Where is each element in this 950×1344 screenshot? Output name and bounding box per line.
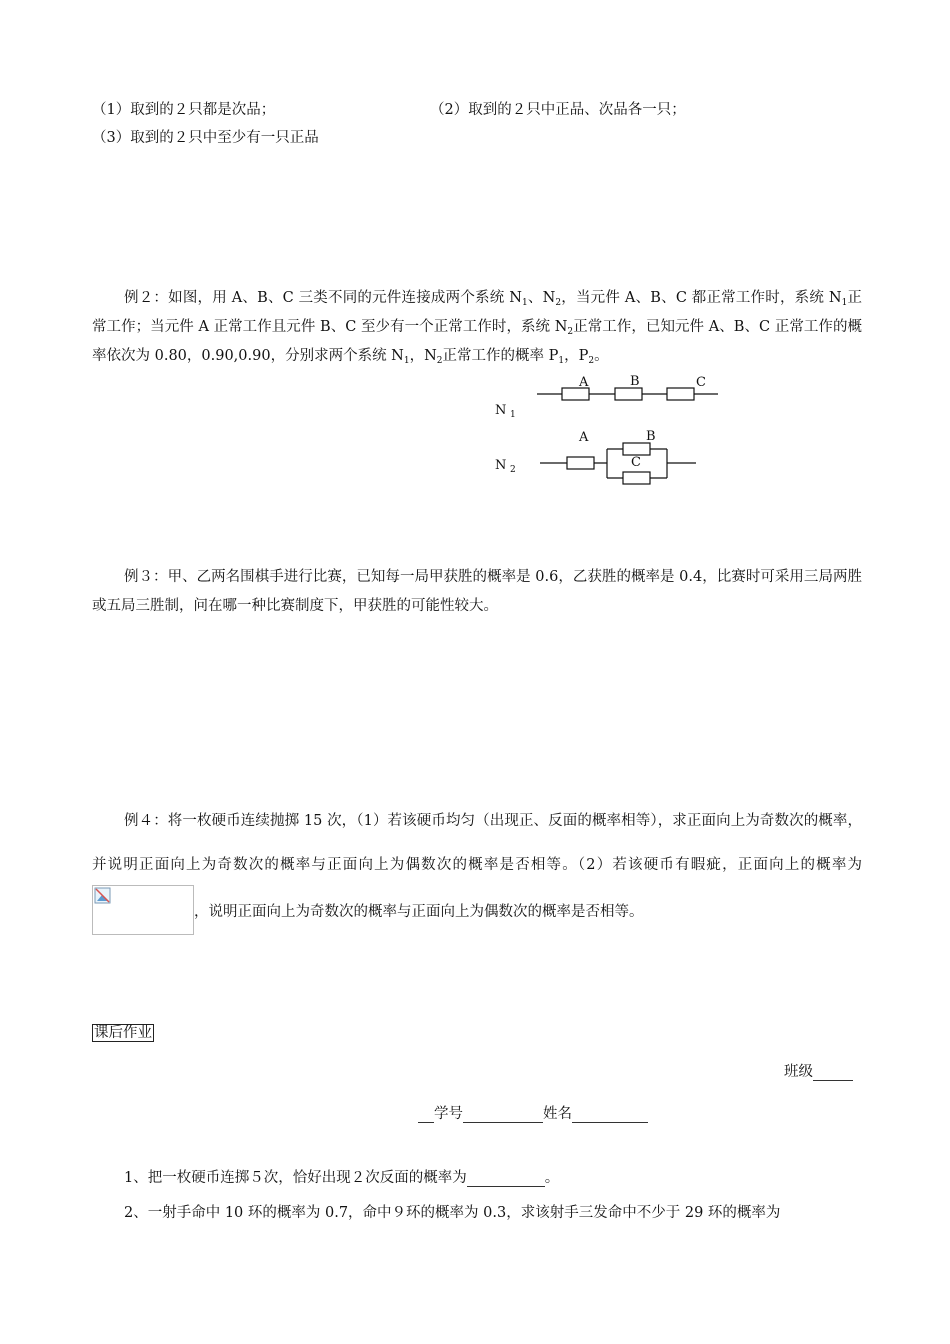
n2-component-b	[623, 443, 650, 455]
n1-label-c: C	[696, 375, 706, 390]
n2-sub: 2	[510, 465, 516, 475]
n2-label: N	[495, 458, 507, 473]
broken-image-icon	[92, 885, 194, 935]
n1-component-c	[667, 388, 694, 400]
n1-label: N	[495, 403, 507, 418]
question-item-3: （3）取到的２只中至少有一只正品	[92, 130, 319, 146]
n2-component-c	[623, 472, 650, 484]
example-4-text: 例４：将一枚硬币连续抛掷 15 次，（1）若该硬币均匀（出现正、反面的概率相等），求正面向上为奇数次的概率，并说明正面向上为奇数次的概率与正面向上为偶数次的概率是否相等。（2）若该硬币有暇疵，正面向上的概率为 ，说明正面向上为奇数次的概率与正面向上为偶数次的概率是否相等。	[92, 799, 862, 937]
q1-answer-blank[interactable]	[467, 1170, 545, 1187]
question-item-1: （1）取到的２只都是次品；	[92, 102, 276, 118]
homework-q1: 1、把一枚硬币连掷５次，恰好出现２次反面的概率为 。	[124, 1170, 560, 1186]
n2-label-b: B	[646, 429, 656, 444]
name-blank[interactable]	[572, 1106, 648, 1123]
n1-label-b: B	[630, 374, 640, 389]
n1-component-b	[615, 388, 642, 400]
circuit-diagram	[480, 368, 740, 498]
n2-label-a: A	[579, 430, 589, 445]
n1-label-a: A	[579, 375, 589, 390]
homework-title: 课后作业	[94, 1025, 152, 1041]
n2-label-c: C	[631, 455, 641, 470]
class-blank[interactable]	[813, 1064, 853, 1081]
n2-component-a	[567, 457, 594, 469]
class-field: 班级	[784, 1060, 853, 1081]
student-info-line: 学号 姓名	[418, 1102, 648, 1123]
example-3-text: 例３：甲、乙两名围棋手进行比赛，已知每一局甲获胜的概率是 0.6，乙获胜的概率是 0.4，比赛时可采用三局两胜或五局三胜制，问在哪一种比赛制度下，甲获胜的可能性较大。	[92, 569, 862, 614]
leading-blank[interactable]	[418, 1106, 434, 1123]
n1-sub: 1	[510, 410, 516, 420]
question-item-2: （2）取到的２只中正品、次品各一只；	[430, 102, 686, 118]
student-id-blank[interactable]	[463, 1106, 543, 1123]
example-2-text: 例２：如图，用 A、B、C 三类不同的元件连接成两个系统 $N_1$、$N_2$，当元件 A、B、C 都正常工作时，系统 $N_1$正常工作；当元件 A 正常工作且元件 B、C 至少有一个正常工作时，系统 $N_2$正常工作，已知元件 A、B、C 正常工作的概率依次为 0.80，0.90,0.90，分别求两个系统 $N_1$，$N_2$正常工作的概率 $P_1$，$P_2$。	[92, 290, 863, 366]
homework-q2: 2、一射手命中 10 环的概率为 0.7，命中９环的概率为 0.3，求该射手三发命中不少于 29 环的概率为	[124, 1205, 781, 1221]
